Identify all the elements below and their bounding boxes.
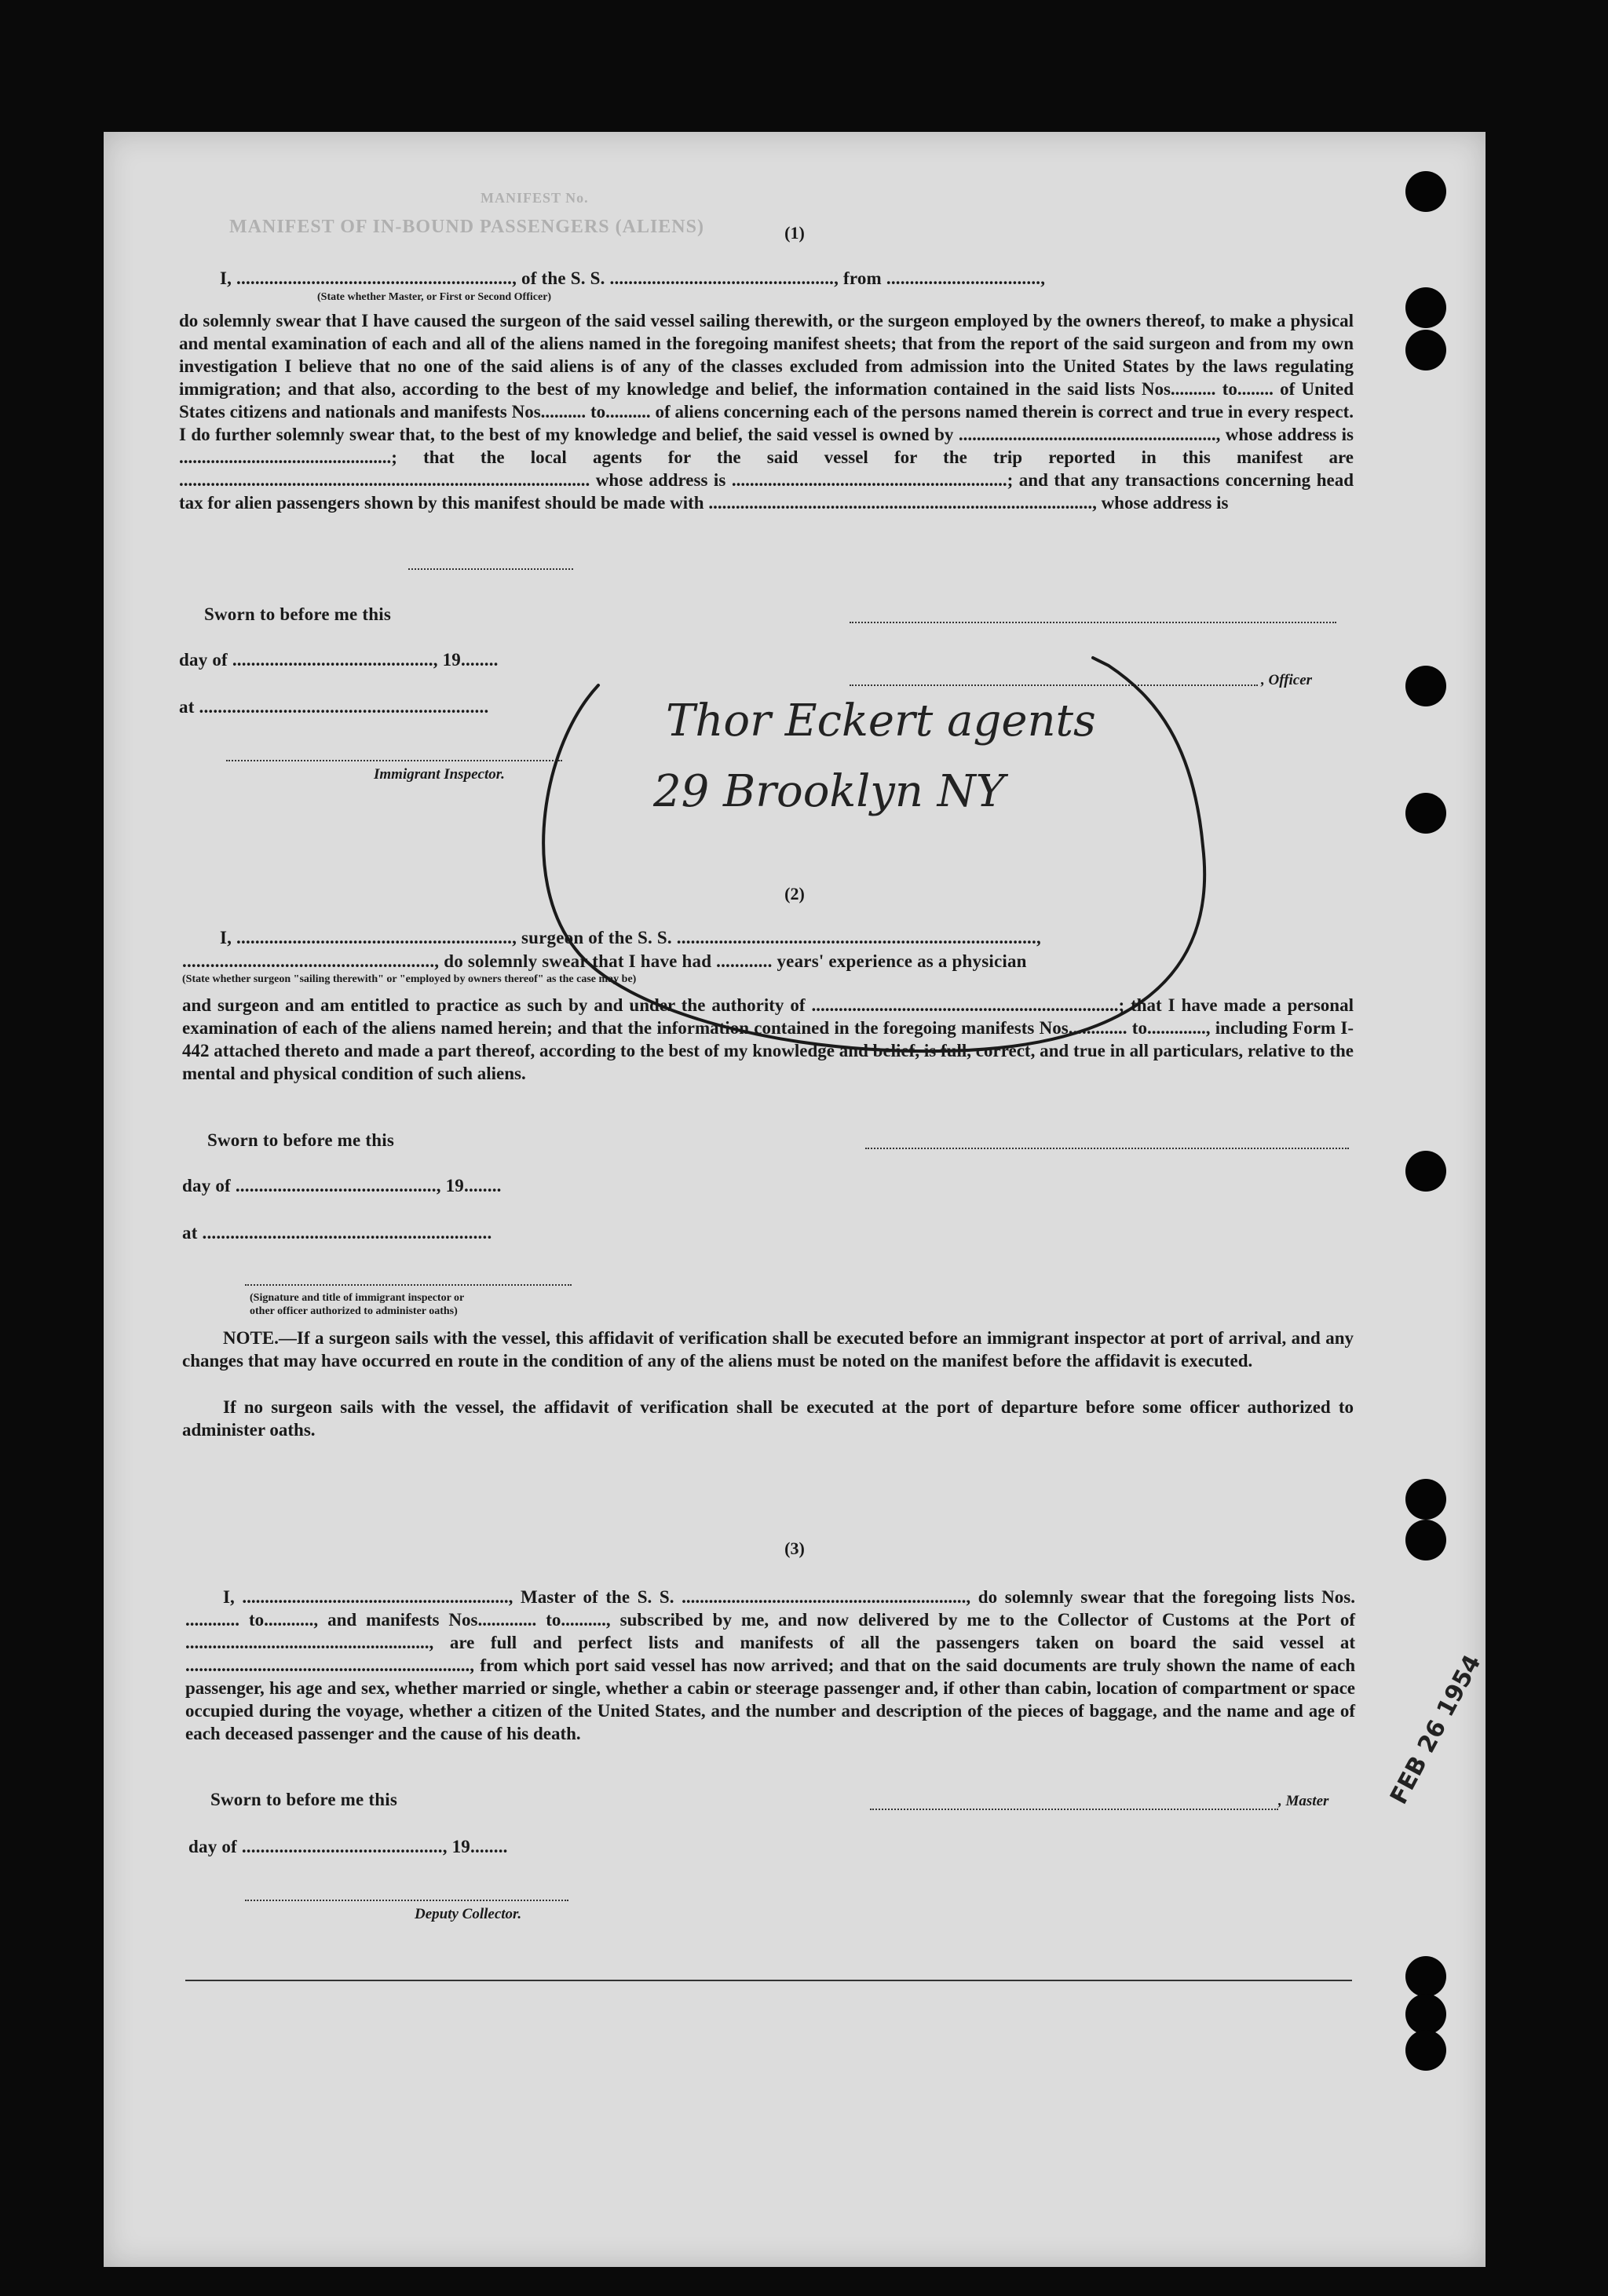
section-1-inspector-caption: Immigrant Inspector. bbox=[374, 766, 505, 783]
binder-hole bbox=[1405, 1151, 1446, 1192]
section-2-sworn: Sworn to before me this bbox=[207, 1130, 394, 1150]
section-3-paragraph: I, ..........................................................., Master of the S. S. ..............................................................., do solemnly swear that the foregoing lists Nos. ............ to..........., and manifests Nos............. to.........., subscribed by me, and now delivered by me to the Collector of Customs at the Port of ......................................................, are full and perfect lists and manifests of all the passengers taken on board the said vessel at ..............................................................., from which port said vessel has now arrived; and that on the said documents are truly shown the name of each passenger, his age and sex, whether married or single, whether a cabin or steerage passenger and, if other than cabin, location of compartment or space occupied during the voyage, whether a citizen of the United States, and the number and description of the pieces of baggage, and the name and age of each deceased passenger and the cause of his death. bbox=[185, 1587, 1355, 1743]
section-1-day-of: day of ..........................................., 19........ bbox=[179, 650, 499, 670]
section-2-at: at .............................................................. bbox=[182, 1223, 492, 1243]
section-2-line-2: ......................................................, do solemnly swear that I have had ............ years' experience as a physician bbox=[182, 951, 1027, 971]
section-3-signature-line bbox=[870, 1809, 1278, 1810]
section-3-deputy-caption: Deputy Collector. bbox=[415, 1906, 522, 1922]
section-1-signature-line bbox=[850, 622, 1336, 623]
binder-hole bbox=[1405, 1956, 1446, 1997]
section-3-number: (3) bbox=[784, 1539, 805, 1558]
section-3-master-caption: , Master bbox=[1278, 1793, 1329, 1809]
section-2-note-2: If no surgeon sails with the vessel, the affidavit of verification shall be executed at the port of departure before some officer authorized to administer oaths. bbox=[182, 1397, 1354, 1440]
section-2-note-1: NOTE.—If a surgeon sails with the vessel, this affidavit of verification shall be executed before an immigrant inspector at port of arrival, and any changes that may have occurred en route in the condition of any of the aliens must be noted on the manifest before the affidavit is executed. bbox=[182, 1328, 1354, 1371]
section-2-sig-caption-1: (Signature and title of immigrant inspector or bbox=[250, 1292, 465, 1304]
binder-hole bbox=[1405, 1479, 1446, 1520]
faint-manifest-title: MANIFEST OF IN-BOUND PASSENGERS (ALIENS) bbox=[229, 217, 704, 237]
section-2-number: (2) bbox=[784, 884, 805, 903]
section-2-paragraph: and surgeon and am entitled to practice as such by and under the authority of ....................................................................; that I have made a personal examination of each of the aliens named herein; and that the information contained in the foregoing manifests Nos............. to............., including Form I-442 attached thereto and made a part thereof, according to the best of my knowledge and belief, is full, correct, and true in all particulars, relative to the mental and physical condition of such aliens. bbox=[182, 995, 1354, 1083]
binder-hole bbox=[1405, 1994, 1446, 2035]
section-3-day-of: day of ..........................................., 19........ bbox=[188, 1837, 508, 1856]
section-1-number: (1) bbox=[784, 223, 805, 243]
binder-hole bbox=[1405, 2030, 1446, 2071]
section-3-deputy-line bbox=[245, 1900, 568, 1901]
section-2-sig-caption-2: other officer authorized to administer oaths) bbox=[250, 1305, 458, 1317]
binder-hole bbox=[1405, 1520, 1446, 1560]
binder-hole bbox=[1405, 287, 1446, 328]
section-2-line-i: I, ..........................................................., surgeon of the S. S. ............................................................................., bbox=[220, 928, 1041, 947]
section-1-paragraph: do solemnly swear that I have caused the surgeon of the said vessel sailing therewith, or the surgeon employed by the owners thereof, to make a physical and mental examination of each and all of the aliens named in the foregoing manifest sheets; that from the report of the said surgeon and from my own investigation I believe that no one of the said aliens is of any of the classes excluded from admission into the United States by the laws regulating immigration; and that also, according to the best of my knowledge and belief, the information contained in the said lists Nos.......... to........ of United States citizens and nationals and manifests Nos.......... to.......... of aliens concerning each of the persons named therein is correct and true in every respect. I do further solemnly swear that, to the best of my knowledge and belief, the said vessel is owned by ........................................................., whose address is ...............................................; that the local agents for the said vessel for the trip reported in this manifest are ........................................................................................... whose address is .............................................................; and that any transactions concerning head tax for alien passengers shown by this manifest should be made with ....................................................................................., whose address is bbox=[179, 311, 1354, 513]
handwritten-line-2: 29 Brooklyn NY bbox=[653, 766, 1005, 817]
section-2-inspector-line bbox=[245, 1284, 572, 1286]
section-3-sworn: Sworn to before me this bbox=[210, 1790, 397, 1809]
section-1-officer-caption: , Officer bbox=[1261, 672, 1313, 688]
handwritten-line-1: Thor Eckert agents bbox=[666, 695, 1096, 746]
section-1-inspector-line bbox=[226, 760, 562, 761]
section-2-signature-line bbox=[865, 1148, 1349, 1149]
binder-hole bbox=[1405, 793, 1446, 834]
section-1-address-line bbox=[408, 568, 573, 570]
manifest-number-label: MANIFEST No. bbox=[481, 190, 589, 206]
bottom-rule bbox=[185, 1980, 1352, 1981]
binder-hole bbox=[1405, 330, 1446, 370]
binder-hole bbox=[1405, 171, 1446, 212]
binder-hole bbox=[1405, 666, 1446, 706]
date-stamp: FEB 26 1954 bbox=[1385, 1650, 1487, 1809]
manifest-page bbox=[104, 132, 1486, 2267]
section-2-small-note: (State whether surgeon "sailing therewith" or "employed by owners thereof" as the case may be) bbox=[182, 973, 637, 985]
section-2-day-of: day of ..........................................., 19........ bbox=[182, 1176, 502, 1195]
section-1-line-i: I, ..........................................................., of the S. S. ................................................, from ................................., bbox=[220, 268, 1046, 288]
section-1-sworn: Sworn to before me this bbox=[204, 604, 391, 624]
section-1-small-note: (State whether Master, or First or Second Officer) bbox=[317, 291, 552, 303]
section-1-at: at .............................................................. bbox=[179, 697, 489, 717]
